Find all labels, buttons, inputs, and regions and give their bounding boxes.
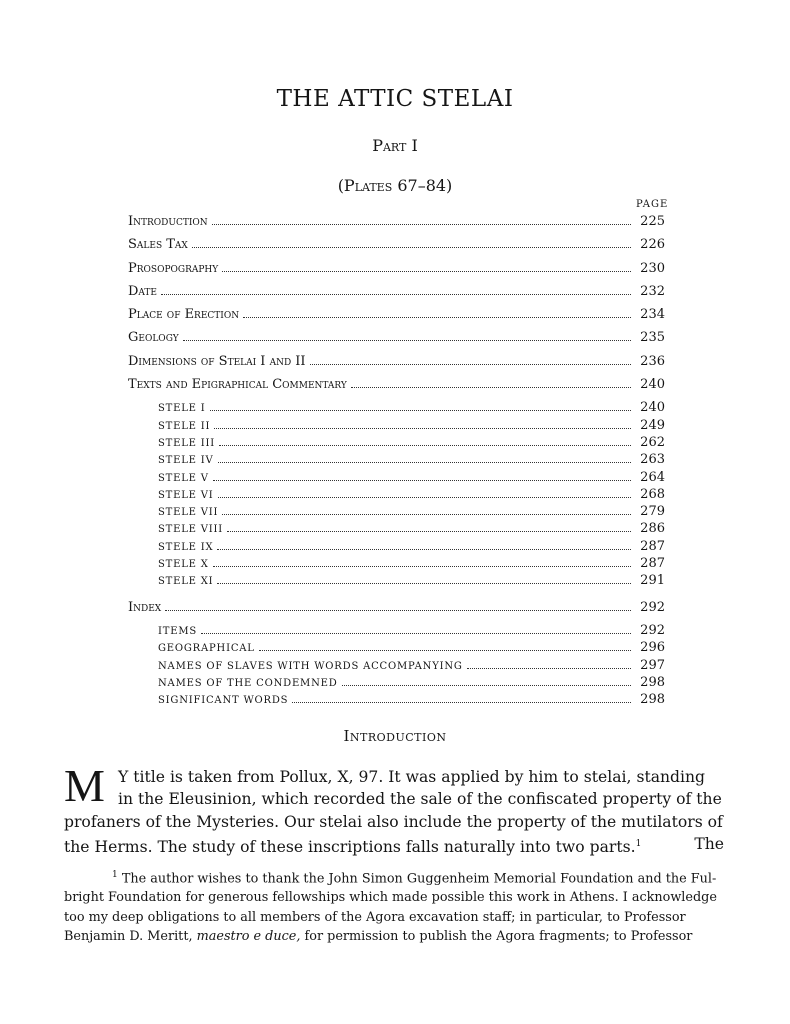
toc-entry-page: 232 [640,283,665,299]
toc-leader-dots [342,685,631,686]
toc-entry-label: Date [128,283,158,299]
toc-entry-page: 240 [640,377,665,393]
toc-subentry [128,623,665,640]
toc-leader-dots [161,294,631,295]
toc-entry-label: Prosopography [128,260,219,276]
paragraph-line: Y title is taken from Pollux, X, 97. It was applied by him to stelai, standing [118,768,706,786]
toc-subentry [128,470,665,487]
toc-entry [128,330,665,353]
footnote-ref: 1 [635,838,642,849]
toc-entry-page: 264 [640,469,665,485]
toc-entry-label: STELE X [158,559,209,571]
paragraph-text: the Herms. The study of these inscriptions falls naturally into two parts. [64,838,636,857]
toc-subentry [128,658,665,675]
toc-entry-label: STELE VII [158,507,219,519]
toc-leader-dots [310,364,631,365]
toc-leader-dots [243,317,631,318]
toc-entry-label: STELE XI [158,576,214,588]
toc-leader-dots [165,610,631,611]
toc-entry-label: STELE V [158,472,209,484]
toc-entry-page: 292 [640,599,665,615]
toc-leader-dots [467,668,631,669]
part-heading: Part I [372,136,418,155]
toc-leader-dots [210,410,632,411]
toc-entry-page: 287 [640,538,665,554]
toc-entry-label: STELE II [158,420,211,432]
toc-entry-page: 249 [640,417,665,433]
toc-subentry [128,452,665,469]
toc-leader-dots [213,566,631,567]
toc-entry-page: 298 [640,674,665,690]
toc-subentry [128,435,665,452]
page-column-header: PAGE [636,199,669,210]
toc-subentry [128,539,665,556]
toc-leader-dots [219,445,631,446]
toc-leader-dots [218,497,631,498]
toc-subentry [128,418,665,435]
paragraph-text: The [694,834,724,853]
toc-entry-page: 298 [640,692,665,708]
toc-entry [128,214,665,237]
toc-entry-index [128,600,665,623]
toc-entry-page: 234 [640,307,665,323]
footnote-italic: maestro e duce, [196,928,301,944]
toc-entry-page: 240 [640,400,665,416]
toc-entry-page: 226 [640,237,665,253]
toc-entry [128,354,665,377]
toc-leader-dots [227,531,631,532]
toc-entry [128,237,665,260]
toc-entry-label: STELE VI [158,489,214,501]
toc-entry-label: STELE VIII [158,524,224,536]
toc-entry-label: Index [128,599,162,615]
plates-heading: (Plates 67–84) [337,176,453,195]
footnote-line [64,866,724,888]
toc-entry [128,284,665,307]
toc-entry-page: 286 [640,521,665,537]
toc-leader-dots [192,247,631,248]
toc-leader-dots [222,514,631,515]
toc-leader-dots [214,428,631,429]
toc-leader-dots [222,271,631,272]
toc-entry-label: SIGNIFICANT WORDS [158,695,289,707]
page-title: THE ATTIC STELAI [276,86,514,112]
toc-subentry [128,692,665,709]
toc-subentry [128,504,665,521]
toc-entry [128,377,665,400]
toc-subentry [128,487,665,504]
toc-entry-page: 296 [640,640,665,656]
toc-entry [128,261,665,284]
toc-entry-label: Geology [128,330,179,346]
toc-entry-label: STELE IV [158,455,214,467]
drop-cap: M [64,760,105,811]
toc-entry-label: Place of Erection [128,307,240,323]
toc-entry-page: 225 [640,214,665,229]
footnote-line: too my deep obligations to all members of the Agora excavation staff; in particular, to Professor [64,909,686,925]
toc-entry-page: 279 [640,504,665,520]
toc-subentry [128,556,665,573]
footnote-text: Benjamin D. Meritt, [64,928,193,944]
toc-entry-page: 291 [640,573,665,589]
toc-entry-label: ITEMS [158,625,198,637]
toc-subentry [128,400,665,417]
toc-leader-dots [351,387,631,388]
toc-entry-page: 268 [640,486,665,502]
toc-entry-page: 287 [640,556,665,572]
toc-leader-dots [217,583,631,584]
toc-entry [128,307,665,330]
toc-subentry [128,521,665,538]
toc-entry-label: NAMES OF SLAVES WITH WORDS ACCOMPANYING [158,660,463,672]
toc-subentry [128,675,665,692]
footnote [64,866,724,946]
footnote-line [64,927,724,946]
toc-entry-page: 297 [640,657,665,673]
intro-paragraph [64,760,724,858]
paragraph-line: in the Eleusinion, which recorded the sale of the confiscated property of the [118,790,722,809]
toc-leader-dots [213,480,631,481]
toc-entry-page: 236 [640,353,665,369]
footnote-text: The author wishes to thank the John Simon Guggenheim Memorial Foundation and the Ful- [121,871,717,887]
toc-entry-label: Dimensions of Stelai I and II [128,353,306,369]
toc-entry-label: Texts and Epigraphical Commentary [128,377,347,393]
toc-leader-dots [217,549,631,550]
toc-entry-page: 230 [640,260,665,276]
toc-entry-label: STELE I [158,403,206,415]
toc-entry-label: Sales Tax [128,237,188,253]
toc-entry-page: 262 [640,434,665,450]
toc-leader-dots [201,633,631,634]
toc-entry-page: 235 [640,330,665,346]
table-of-contents [128,214,665,709]
toc-leader-dots [183,340,631,341]
footnote-text: for permission to publish the Agora fragments; to Professor [304,928,693,944]
toc-entry-label: NAMES OF THE CONDEMNED [158,677,338,689]
paragraph-line [64,833,724,858]
toc-entry-page: 292 [640,622,665,638]
toc-leader-dots [292,702,631,703]
toc-leader-dots [218,462,631,463]
toc-entry-label: GEOGRAPHICAL [158,643,255,655]
toc-leader-dots [259,650,631,651]
toc-subentry [128,640,665,657]
toc-subentry [128,573,665,590]
toc-entry-label: STELE IX [158,541,214,553]
toc-entry-page: 263 [640,452,665,468]
toc-leader-dots [212,224,631,225]
toc-entry-label: Introduction [128,214,208,229]
toc-entry-label: STELE III [158,437,215,449]
section-title: Introduction [343,727,447,745]
footnote-marker: 1 [112,870,118,880]
footnote-line: bright Foundation for generous fellowships which made possible this work in Athens. I acknowledge [64,890,717,906]
paragraph-line: profaners of the Mysteries. Our stelai also include the property of the mutilators of [64,812,723,831]
